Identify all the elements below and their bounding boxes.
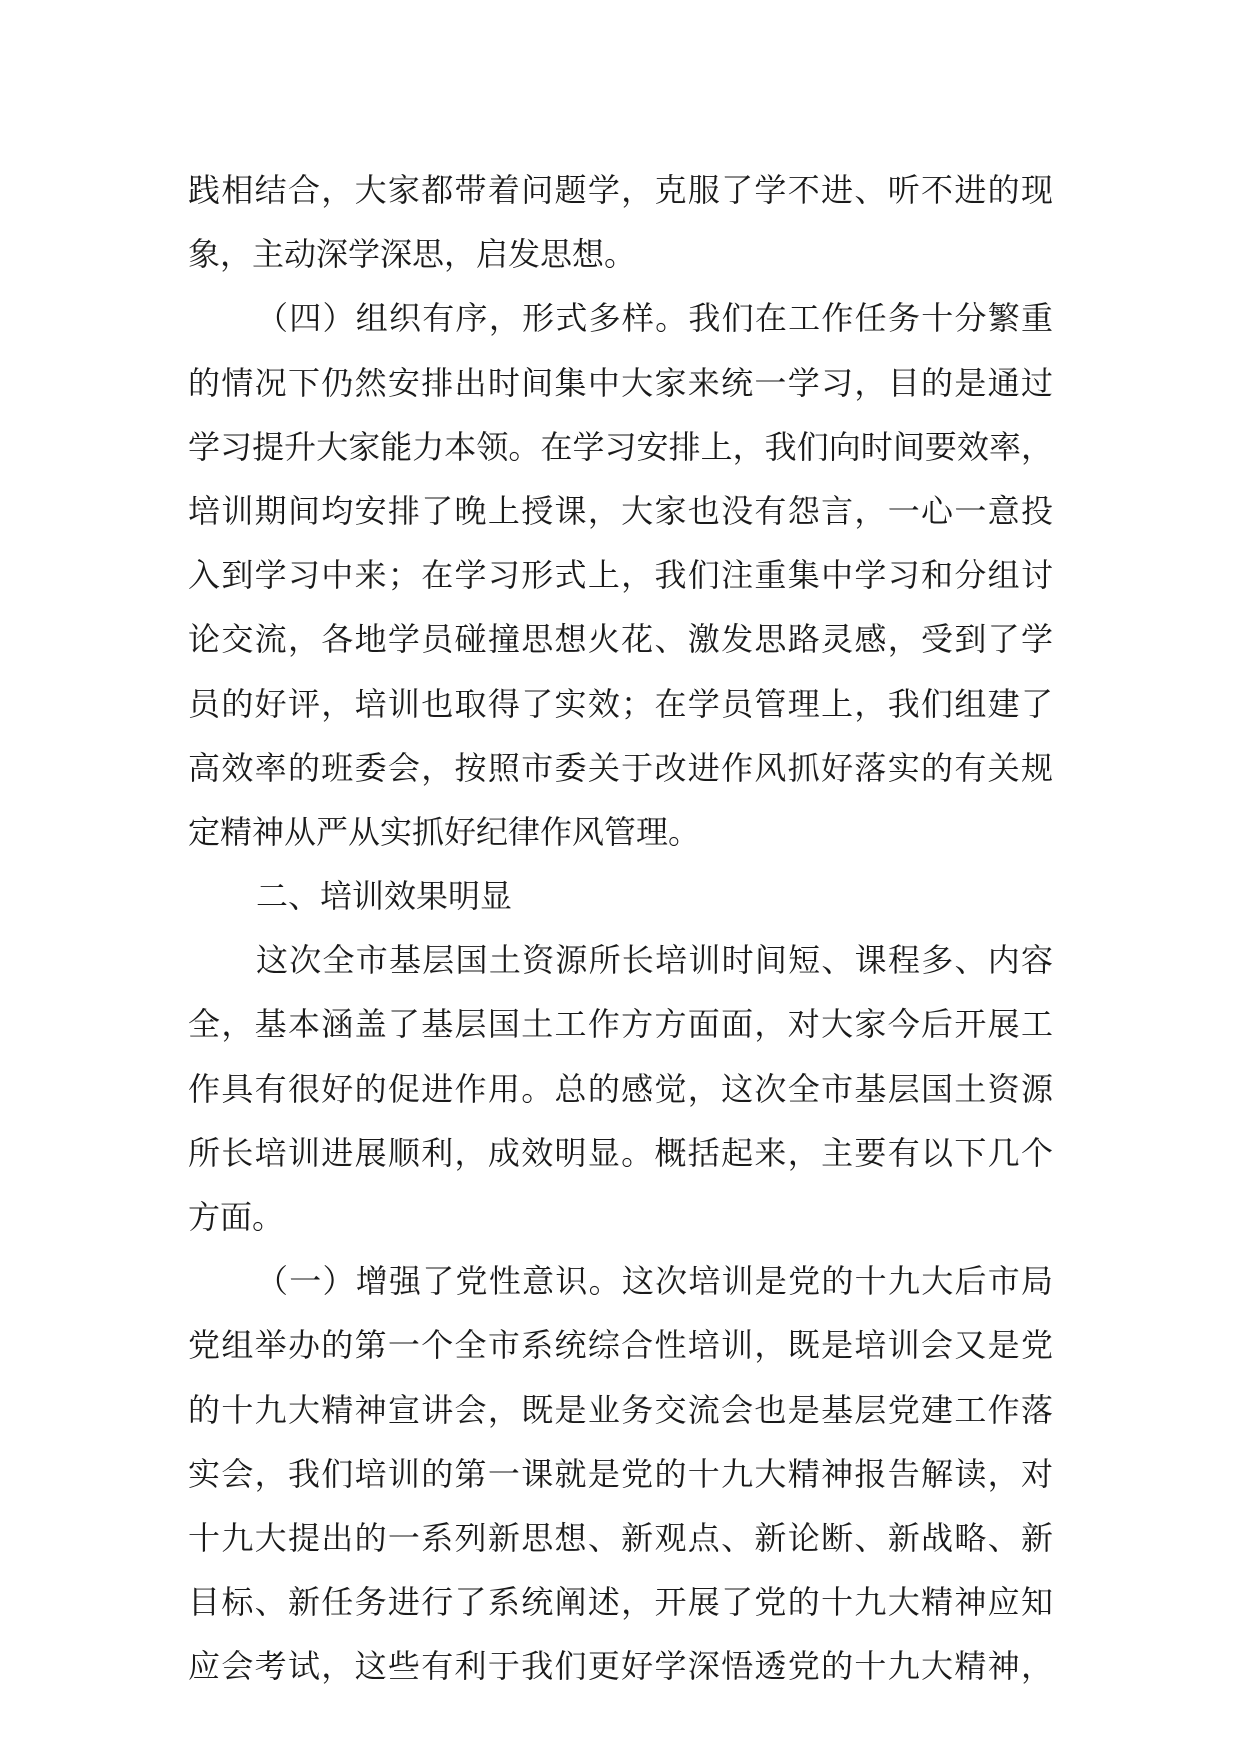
text-line-4: 的情况下仍然安排出时间集中大家来统一学习，目的是通过 — [188, 363, 1053, 402]
text-line-11: 定精神从严从实抓好纪律作风管理。 — [188, 812, 701, 851]
text-line-7: 入到学习中来；在学习形式上，我们注重集中学习和分组讨 — [188, 556, 1053, 595]
text-line-22: 十九大提出的一系列新思想、新观点、新论断、新战略、新 — [188, 1518, 1053, 1557]
text-line-15: 作具有很好的促进作用。总的感觉，这次全市基层国土资源 — [188, 1069, 1053, 1108]
text-line-16: 所长培训进展顺利，成效明显。概括起来，主要有以下几个 — [188, 1133, 1053, 1172]
text-line-1: 践相结合，大家都带着问题学，克服了学不进、听不进的现 — [188, 171, 1053, 209]
text-line-9: 员的好评，培训也取得了实效；在学员管理上，我们组建了 — [188, 684, 1053, 723]
text-line-13: 这次全市基层国土资源所长培训时间短、课程多、内容 — [256, 941, 1053, 980]
text-line-23: 目标、新任务进行了系统阐述，开展了党的十九大精神应知 — [188, 1583, 1053, 1622]
text-line-17: 方面。 — [188, 1198, 285, 1236]
section-heading: 二、培训效果明显 — [256, 877, 513, 916]
text-line-5: 学习提升大家能力本领。在学习安排上，我们向时间要效率， — [188, 427, 1053, 466]
text-line-24: 应会考试，这些有利于我们更好学深悟透党的十九大精神， — [188, 1647, 1053, 1686]
text-line-20: 的十九大精神宣讲会，既是业务交流会也是基层党建工作落 — [188, 1390, 1053, 1429]
text-line-3: （四）组织有序，形式多样。我们在工作任务十分繁重 — [256, 299, 1053, 338]
text-line-21: 实会，我们培训的第一课就是党的十九大精神报告解读，对 — [188, 1454, 1053, 1493]
document-body — [188, 158, 1053, 1699]
text-line-18: （一）增强了党性意识。这次培训是党的十九大后市局 — [256, 1262, 1053, 1301]
text-line-6: 培训期间均安排了晚上授课，大家也没有怨言，一心一意投 — [188, 491, 1053, 530]
text-line-8: 论交流，各地学员碰撞思想火花、激发思路灵感，受到了学 — [188, 620, 1053, 659]
text-line-14: 全，基本涵盖了基层国土工作方方面面，对大家今后开展工 — [188, 1005, 1053, 1044]
text-line-2: 象，主动深学深思，启发思想。 — [188, 235, 637, 274]
text-line-19: 党组举办的第一个全市系统综合性培训，既是培训会又是党 — [188, 1326, 1053, 1365]
text-line-10: 高效率的班委会，按照市委关于改进作风抓好落实的有关规 — [188, 748, 1053, 787]
